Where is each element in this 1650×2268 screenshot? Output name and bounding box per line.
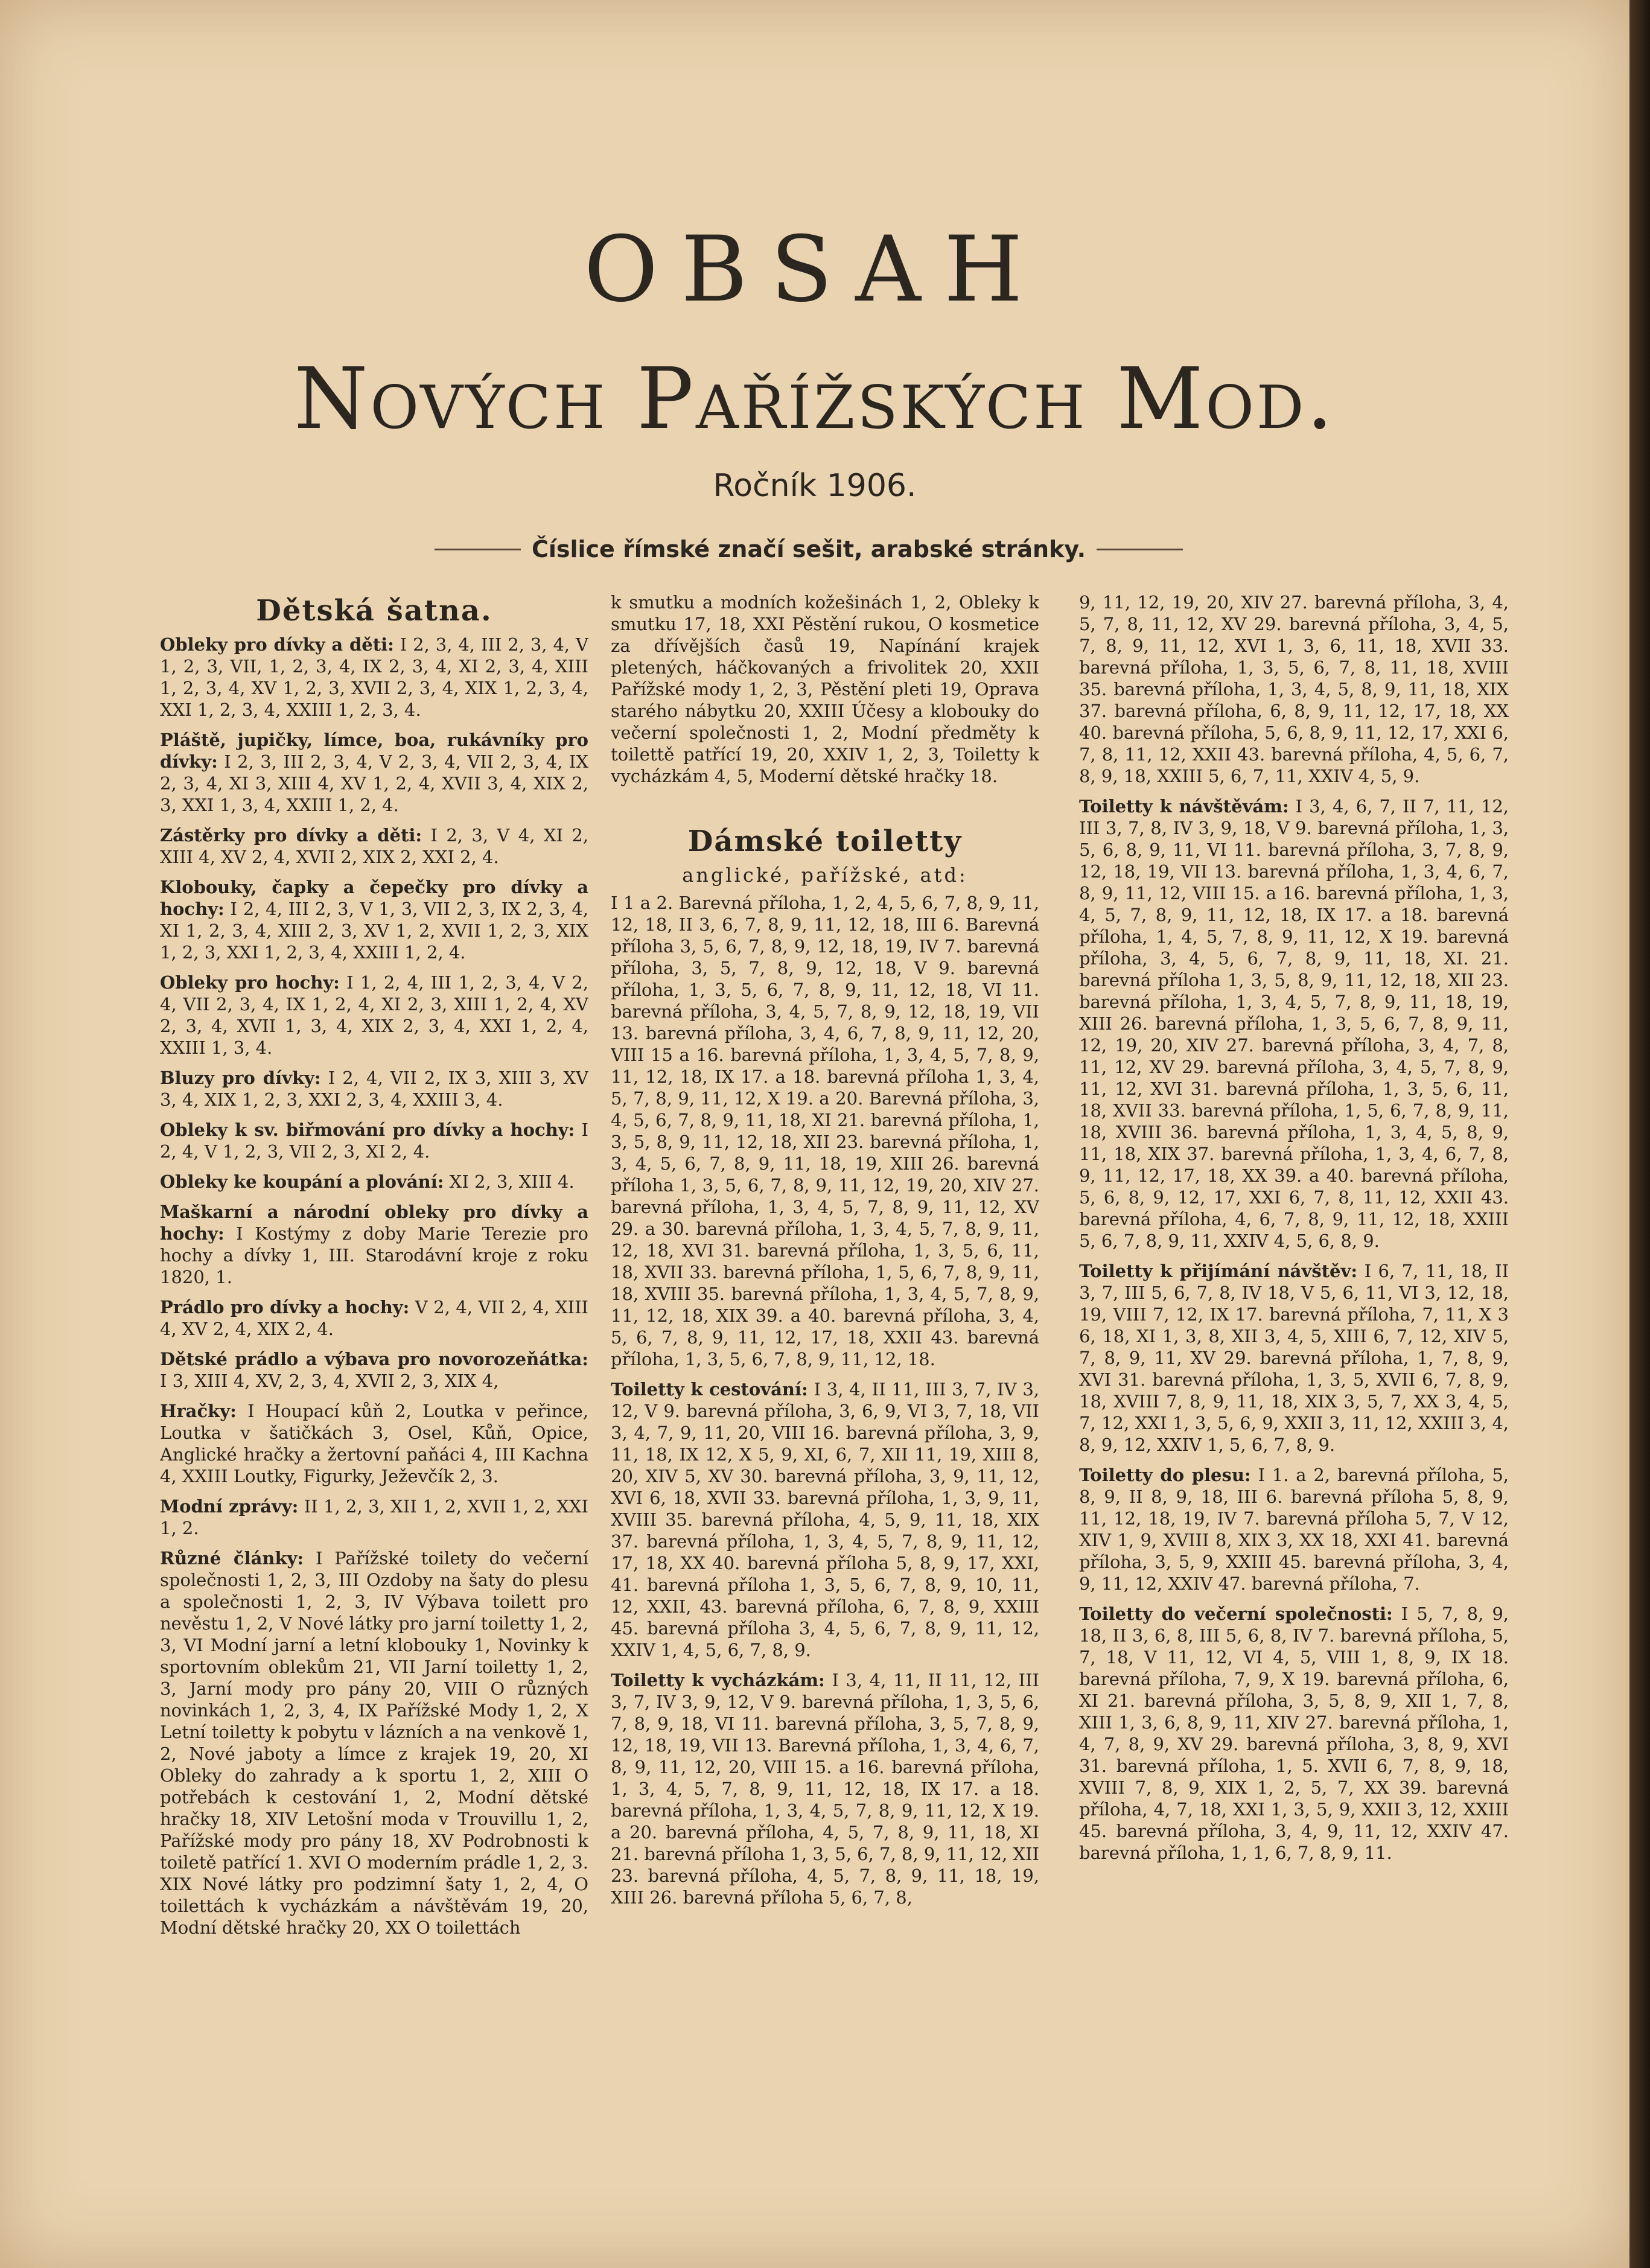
numbering-note: [435, 536, 1183, 562]
column-2: [611, 591, 1039, 2227]
entry-text: I 2, 3, 4, III 2, 3, 4, V 1, 2, 3, VII, 1, 2, 3, 4, IX 2, 3, 4, XI 2, 3, 4, XIII 1, 2, 3, 4, XV 1, 2, 3, XVII 2, 3, 4, XIX 1, 2, 3, 4, XXI 1, 2, 3, 4, XXIII 1, 2, 3, 4.: [160, 634, 588, 720]
entry-text: I 1. a 2, barevná příloha, 5, 8, 9, II 8, 9, 18, III 6. barevná příloha 5, 8, 9, 11, 12, 18, 19, IV 7. barevná příloha 5, 7, V 12, XIV 1, 9, XVIII 8, XIX 3, XX 18, XXI 41. barevná příloha, 3, 5, 9, XXIII 45. barevná příloha, 3, 4, 9, 11, 12, XXIV 47. barevná příloha, 7.: [1079, 1465, 1509, 1594]
entry-lead: Obleky pro hochy:: [160, 972, 340, 993]
entry-text: I 1 a 2. Barevná příloha, 1, 2, 4, 5, 6, 7, 8, 9, 11, 12, 18, II 3, 6, 7, 8, 9, 11, 12, 18, III 6. Barevná příloha 3, 5, 6, 7, 8, 9, 12, 18, 19, IV 7. barevná příloha, 3, 5, 7, 8, 9, 12, 18, V 9. barevná příloha, 1, 3, 5, 6, 7, 8, 9, 11, 12, 18, VI 11. barevná příloha, 3, 4, 5, 7, 8, 9, 12, 18, 19, VII 13. barevná příloha, 3, 4, 6, 7, 8, 9, 11, 12, 20, VIII 15 a 16. barevná příloha, 1, 3, 4, 5, 7, 8, 9, 11, 12, 18, IX 17. a 18. barevná příloha 1, 3, 4, 5, 7, 8, 9, 11, 12, X 19. a 20. Barevná příloha, 3, 4, 5, 6, 7, 8, 9, 11, 18, XI 21. barevná příloha, 1, 3, 5, 8, 9, 11, 12, 18, XII 23. barevná příloha, 1, 3, 4, 5, 6, 7, 8, 9, 11, 18, 19, XIII 26. barevná příloha 1, 3, 5, 6, 7, 8, 9, 11, 12, 19, 20, XIV 27. barevná příloha, 1, 3, 4, 5, 7, 8, 9, 11, 12, XV 29. a 30. barevná příloha, 1, 3, 4, 5, 7, 8, 9, 11, 12, 18, XVI 31. barevná příloha, 1, 3, 5, 6, 11, 18, XVII 33. barevná příloha, 1, 5, 6, 7, 8, 9, 11, 18, XVIII 35. barevná příloha, 1, 3, 4, 5, 7, 8, 9, 11, 12, 18, XIX 39. a 40. barevná příloha, 3, 4, 5, 6, 7, 8, 9, 11, 12, 17, 18, XXII 43. barevná příloha, 1, 3, 5, 6, 7, 8, 9, 11, 12, 18.: [611, 893, 1039, 1369]
entry-text: II 1, 2, 3, XII 1, 2, XVII 1, 2, XXI 1, 2.: [160, 1496, 588, 1538]
entry-lead: Obleky ke koupání a plování:: [160, 1171, 444, 1192]
index-entry: [160, 824, 588, 868]
entry-lead: Toiletty k vycházkám:: [611, 1670, 825, 1690]
entry-lead: Klobouky, čapky a čepečky pro dívky a hochy:: [160, 877, 588, 919]
entry-lead: Toiletty k přijímání návštěv:: [1079, 1261, 1358, 1281]
entry-lead: Toiletty k návštěvám:: [1079, 796, 1289, 817]
entry-lead: Toiletty k cestování:: [611, 1379, 808, 1400]
entry-text: I Houpací kůň 2, Loutka v peřince, Loutka v šatičkách 3, Osel, Kůň, Opice, Anglické hračky a žertovní paňáci 4, III Kachna 4, XXIII Loutky, Figurky, Ježevčík 2, 3.: [160, 1401, 588, 1486]
continued-text: 9, 11, 12, 19, 20, XIV 27. barevná příloha, 3, 4, 5, 7, 8, 11, 12, XV 29. barevná příloha, 3, 4, 5, 7, 8, 9, 11, 12, XVI 1, 3, 6, 11, 18, XVII 33. barevná příloha, 1, 3, 5, 6, 7, 8, 11, 18, XVIII 35. barevná příloha, 1, 3, 4, 5, 8, 9, 11, 18, XIX 37. barevná příloha, 6, 8, 9, 11, 12, 17, 18, XX 40. barevná příloha, 5, 6, 8, 9, 11, 12, 17, XXI 6, 7, 8, 11, 12, XXII 43. barevná příloha, 4, 5, 6, 7, 8, 9, 18, XXIII 5, 6, 7, 11, XXIV 4, 5, 9.: [1079, 592, 1509, 786]
entry-text: I 2, 4, V 1, 2, 3, VII 2, 3, XI 2, 4.: [160, 1120, 588, 1162]
index-entry: [160, 972, 588, 1059]
entry-text: I 3, 4, II 11, III 3, 7, IV 3, 12, V 9. barevná příloha, 3, 6, 9, VI 3, 7, 18, VII 3, 4, 7, 9, 11, 20, VIII 16. barevná příloha, 3, 9, 11, 18, IX 12, X 5, 9, XI, 6, 7, XII 11, 19, XIII 8, 20, XIV 5, XV 30. barevná příloha, 3, 9, 11, 12, XVI 6, 18, XVII 33. barevná příloha, 1, 3, 9, 11, XVIII 35. barevná příloha, 4, 5, 9, 11, 18, XIX 37. barevná příloha, 1, 3, 4, 5, 7, 8, 9, 11, 12, 17, 18, XX 40. barevná příloha 5, 8, 9, 17, XXI, 41. barevná příloha 1, 3, 5, 6, 7, 8, 9, 10, 11, 12, XXII, 43. barevná příloha, 6, 7, 8, 9, XXIII 45. barevná příloha 3, 4, 5, 6, 7, 8, 9, 11, 12, XXIV 1, 4, 5, 6, 7, 8, 9.: [611, 1379, 1039, 1660]
entry-lead: Bluzy pro dívky:: [160, 1068, 321, 1088]
entry-text: I 3, XIII 4, XV, 2, 3, 4, XVII 2, 3, XIX 4,: [160, 1371, 499, 1391]
title-subtitle: Nových Pařížských Mod.: [294, 350, 1336, 448]
section-title-childrens-wear: Dětská šatna.: [256, 594, 492, 628]
index-entry: [160, 1171, 588, 1193]
index-entry: [160, 1547, 588, 1938]
entry-lead: Modní zprávy:: [160, 1496, 299, 1517]
entry-lead: Prádlo pro dívky a hochy:: [160, 1297, 410, 1317]
rule-left: [435, 549, 521, 550]
page-edge: [1629, 0, 1650, 2268]
index-entry: [160, 1296, 588, 1340]
index-entry: [160, 1201, 588, 1288]
numbering-note-text: Číslice římské značí sešit, arabské stránky.: [531, 536, 1086, 562]
entry-lead: Zástěrky pro dívky a děti:: [160, 825, 422, 846]
index-entry: [160, 1119, 588, 1162]
year-label: Ročník 1906.: [713, 468, 917, 504]
entry-lead: Obleky k sv. biřmování pro dívky a hochy:: [160, 1120, 575, 1140]
entry-lead: Maškarní a národní obleky pro dívky a hochy:: [160, 1202, 588, 1244]
index-entry: [1079, 1603, 1509, 1864]
index-entry: [1079, 795, 1509, 1252]
index-entry: [160, 634, 588, 721]
index-entry: [160, 729, 588, 816]
index-entry: [160, 876, 588, 963]
entry-text: I Kostýmy z doby Marie Terezie pro hochy a dívky 1, III. Starodávní kroje z roku 1820, 1.: [160, 1223, 588, 1287]
index-entry: [611, 1378, 1039, 1661]
entry-text: I 3, 4, 11, II 11, 12, III 3, 7, IV 3, 9, 12, V 9. barevná příloha, 1, 3, 5, 6, 7, 8, 9, 18, VI 11. barevná příloha, 3, 5, 7, 8, 9, 12, 18, 19, VII 13. Barevná příloha, 1, 3, 4, 6, 7, 8, 9, 11, 12, 20, VIII 15. a 16. barevná příloha, 1, 3, 4, 5, 7, 8, 9, 11, 12, 18, IX 17. a 18. barevná příloha, 1, 3, 4, 5, 7, 8, 9, 11, 12, X 19. a 20. barevná příloha, 4, 5, 7, 8, 9, 11, 18, XI 21. barevná příloha 1, 3, 5, 6, 7, 8, 9, 11, 12, XII 23. barevná příloha, 4, 5, 7, 8, 9, 11, 18, 19, XIII 26. barevná příloha 5, 6, 7, 8,: [611, 1670, 1039, 1908]
entry-text: I 2, 4, III 2, 3, V 1, 3, VII 2, 3, IX 2, 3, 4, XI 1, 2, 3, 4, XIII 2, 3, XV 1, 2, XVII 1, 2, 3, XIX 1, 2, 3, XXI 1, 2, 3, 4, XXIII 1, 2, 4.: [160, 899, 588, 963]
title-obsah: OBSAH: [584, 217, 1046, 322]
entry-lead: Hračky:: [160, 1401, 237, 1421]
entry-text: I 5, 7, 8, 9, 18, II 3, 6, 8, III 5, 6, 8, IV 7. barevná příloha, 5, 7, 18, V 11, 12, VI 4, 5, VIII 1, 8, 9, IX 18. barevná příloha, 7, 9, X 19. barevná příloha, 6, XI 21. barevná příloha, 3, 5, 8, 9, XII 1, 7, 8, XIII 1, 3, 6, 8, 9, 11, XIV 27. barevná příloha, 1, 4, 7, 8, 9, XV 29. barevná příloha, 3, 8, 9, XVI 31. barevná příloha, 1, 5. XVII 6, 7, 8, 9, 18, XVIII 7, 8, 9, XIX 1, 2, 5, 7, XX 39. barevná příloha, 4, 7, 18, XXI 1, 3, 5, 9, XXII 3, 12, XXIII 45. barevná příloha, 3, 4, 9, 11, 12, XXIV 47. barevná příloha, 1, 1, 6, 7, 8, 9, 11.: [1079, 1604, 1509, 1863]
entry-text: I 2, 3, V 4, XI 2, XIII 4, XV 2, 4, XVII 2, XIX 2, XXI 2, 4.: [160, 825, 588, 867]
index-entry: [160, 1400, 588, 1487]
entry-lead: Obleky pro dívky a děti:: [160, 634, 394, 655]
entry-lead: Toiletty do večerní společnosti:: [1079, 1604, 1393, 1624]
section-title-ladies-toilettes: Dámské toiletty: [687, 824, 963, 858]
entry-text: I 2, 4, VII 2, IX 3, XIII 3, XV 3, 4, XIX 1, 2, 3, XXI 2, 3, 4, XXIII 3, 4.: [160, 1068, 588, 1110]
continued-text: k smutku a modních kožešinách 1, 2, Obleky k smutku 17, 18, XXI Pěstění rukou, O kosmetice za dřívějších časů 19, Napínání krajek pletených, háčkovaných a frivolitek 20, XXII Pařížské mody 1, 2, 3, Pěstění pleti 19, Oprava starého nábytku 20, XXIII Účesy a klobouky do večerní společnosti 1, 2, Modní předměty k toilettě patřící 19, 20, XXIV 1, 2, 3, Toiletty k vycházkám 4, 5, Moderní dětské hračky 18.: [611, 592, 1039, 786]
index-entry: [611, 1669, 1039, 1908]
index-entry: [611, 892, 1039, 1370]
column-3: [1079, 591, 1509, 2227]
index-entry: [1079, 1464, 1509, 1594]
index-entry: [160, 1348, 588, 1392]
index-entry: [160, 1067, 588, 1110]
index-entry: [160, 1496, 588, 1539]
column-1: [160, 591, 588, 2227]
entry-lead: Toiletty do plesu:: [1079, 1465, 1251, 1485]
entry-text: V 2, 4, VII 2, 4, XIII 4, XV 2, 4, XIX 2, 4.: [160, 1297, 588, 1339]
entry-text: I 6, 7, 11, 18, II 3, 7, III 5, 6, 7, 8, IV 18, V 5, 6, 11, VI 3, 12, 18, 19, VIII 7, 12, IX 17. barevná příloha, 7, 11, X 3 6, 18, XI 1, 3, 8, XII 3, 4, 5, XIII 6, 7, 12, XIV 5, 7, 8, 9, 11, XV 29. barevná příloha, 1, 7, 8, 9, XVI 31. barevná příloha, 1, 3, 5, XVII 6, 7, 8, 9, 18, XVIII 7, 8, 9, 11, 18, XIX 3, 5, 7, XX 3, 4, 5, 7, 12, XXI 1, 3, 5, 6, 9, XXII 3, 11, 12, XXIII 3, 4, 8, 9, 12, XXIV 1, 5, 6, 7, 8, 9.: [1079, 1261, 1509, 1455]
entry-lead: Pláště, jupičky, límce, boa, rukávníky pro dívky:: [160, 730, 588, 772]
rule-right: [1097, 549, 1183, 550]
entry-text: I 1, 2, 4, III 1, 2, 3, 4, V 2, 4, VII 2, 3, 4, IX 1, 2, 4, XI 2, 3, XIII 1, 2, 4, XV 2, 3, 4, XVII 1, 3, 4, XIX 2, 3, 4, XXI 1, 2, 4, XXIII 1, 3, 4.: [160, 972, 588, 1058]
entry-text: XI 2, 3, XIII 4.: [449, 1171, 575, 1192]
entry-lead: Dětské prádlo a výbava pro novorozeňátka:: [160, 1349, 588, 1369]
spacer: [611, 795, 1039, 822]
entry-text: I Pařížské toilety do večerní společnosti 1, 2, 3, III Ozdoby na šaty do plesu a společnosti 1, 2, 3, IV Výbava toilett pro nevěstu 1, 2, V Nové látky pro jarní toiletty 1, 2, 3, VI Modní jarní a letní klobouky 1, Novinky k sportovním oblekům 21, VII Jarní toiletty 1, 2, 3, Jarní mody pro pány 20, VIII O různých novinkách 1, 2, 3, 4, IX Pařížské Mody 1, 2, X Letní toiletty k pobytu v lázních a na venkově 1, 2, Nové jaboty a límce z krajek 19, 20, XI Obleky do zahrady a k sportu 1, 2, XIII O potřebách k cestování 1, 2, Modní dětské hračky 18, XIV Letošní moda v Trouvillu 1, 2, Pařížské mody pro pány 18, XV Podrobnosti k toiletě patřící 1. XVI O moderním prádle 1, 2, 3. XIX Nové látky pro podzimní šaty 1, 2, 4, O toilettách k vycházkám a návštěvám 19, 20, Modní dětské hračky 20, XX O toilettách: [160, 1548, 588, 1938]
section-subtitle: anglické, pařížské, atd:: [682, 864, 968, 887]
entry-lead: Různé články:: [160, 1548, 304, 1569]
entry-text: I 3, 4, 6, 7, II 7, 11, 12, III 3, 7, 8, IV 3, 9, 18, V 9. barevná příloha, 1, 3, 5, 6, 8, 9, 11, VI 11. barevná příloha, 3, 7, 8, 9, 12, 18, 19, VII 13. barevná příloha, 1, 3, 4, 6, 7, 8, 9, 11, 12, VIII 15. a 16. barevná příloha, 1, 3, 4, 5, 7, 8, 9, 11, 12, 18, IX 17. a 18. barevná příloha, 1, 4, 5, 7, 8, 9, 11, 12, X 19. barevná příloha, 3, 4, 5, 6, 7, 8, 9, 11, 18, XI. 21. barevná příloha 1, 3, 5, 8, 9, 11, 12, 18, XII 23. barevná příloha, 1, 3, 4, 5, 7, 8, 9, 11, 18, 19, XIII 26. barevná příloha, 1, 3, 5, 6, 7, 8, 9, 11, 12, 19, 20, XIV 27. barevná příloha, 3, 4, 7, 8, 11, 12, XV 29. barevná příloha, 3, 4, 5, 7, 8, 9, 11, 12, XVI 31. barevná příloha, 1, 3, 5, 6, 11, 18, XVII 33. barevná příloha, 1, 5, 6, 7, 8, 9, 11, 18, XVIII 36. barevná příloha, 1, 3, 4, 5, 8, 9, 11, 18, XIX 37. barevná příloha, 1, 3, 4, 6, 7, 8, 9, 11, 12, 17, 18, XX 39. a 40. barevná příloha, 5, 6, 8, 9, 12, 17, XXI 6, 7, 8, 11, 12, XXII 43. barevná příloha, 4, 6, 7, 8, 9, 11, 12, 18, XXIII 5, 6, 7, 8, 9, 11, XXIV 4, 5, 6, 8, 9.: [1079, 796, 1509, 1251]
index-entry: [1079, 1260, 1509, 1456]
entry-text: I 2, 3, III 2, 3, 4, V 2, 3, 4, VII 2, 3, 4, IX 2, 3, 4, XI 3, XIII 4, XV 1, 2, 4, XVII 3, 4, XIX 2, 3, XXI 1, 3, 4, XXIII 1, 2, 4.: [160, 751, 588, 815]
